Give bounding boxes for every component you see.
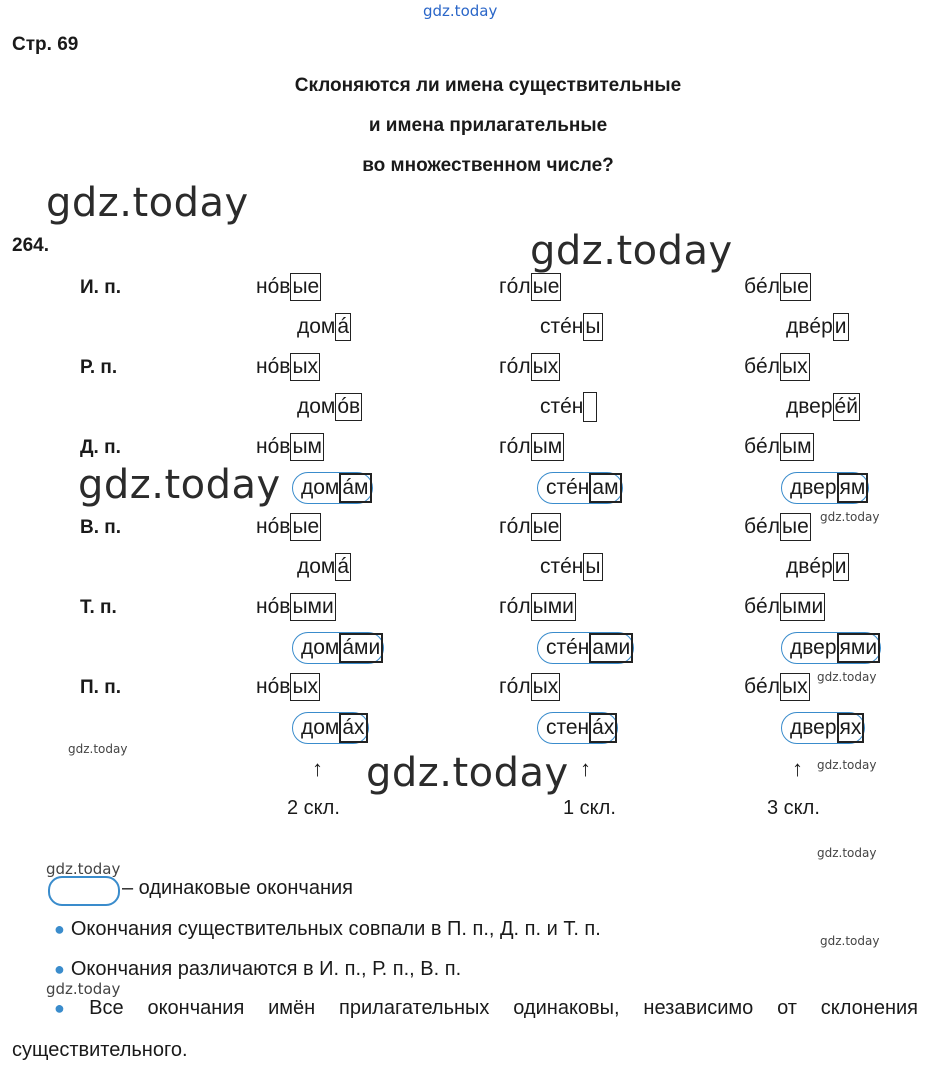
ending-box: ых <box>290 673 320 701</box>
noun-form: стéны <box>540 312 603 342</box>
ending-box: ым <box>780 433 814 461</box>
adjective-form: нóвым <box>256 432 324 462</box>
ending-box: ями <box>837 633 881 663</box>
adjective-form: бéлым <box>744 432 814 462</box>
noun-form: домá <box>297 312 351 342</box>
ending-box: ые <box>780 513 811 541</box>
ending-box: ы <box>583 553 602 581</box>
ending-box: ые <box>531 513 562 541</box>
watermark-large: gdz.today <box>530 228 733 274</box>
page-title-line-1: Склоняются ли имена существительные <box>294 75 682 96</box>
ending-box: ям <box>837 473 869 503</box>
noun-form: стéны <box>540 552 603 582</box>
ending-box: áм <box>339 473 371 503</box>
legend-oval-icon <box>48 876 120 906</box>
ending-box: óв <box>335 393 362 421</box>
bullet-icon: ● <box>54 959 65 979</box>
declension-label: 2 скл. <box>287 797 340 819</box>
watermark-large: gdz.today <box>78 462 281 508</box>
watermark-small: gdz.today <box>820 510 880 524</box>
ending-box: ами <box>589 633 633 663</box>
ending-box: áми <box>339 633 383 663</box>
page-title-line-2: и имена прилагательные <box>368 115 608 136</box>
ending-box: ыми <box>531 593 576 621</box>
noun-form-matching: дом áх <box>292 712 369 744</box>
watermark-small: gdz.today <box>820 934 880 948</box>
ending-box: ые <box>290 273 321 301</box>
bullet-item-final-continuation: существительного. <box>12 1039 188 1061</box>
watermark-small: gdz.today <box>46 860 121 878</box>
case-label-dative: Д. п. <box>80 437 121 458</box>
ending-box: ыми <box>290 593 335 621</box>
arrow-up-icon: ↑ <box>580 756 591 781</box>
watermark-large: gdz.today <box>366 750 569 796</box>
noun-form: дверéй <box>786 392 860 422</box>
watermark-top: gdz.today <box>423 2 498 20</box>
ending-box: ые <box>780 273 811 301</box>
adjective-form: гóлыми <box>499 592 576 622</box>
empty-ending-box <box>583 392 597 422</box>
watermark-small: gdz.today <box>817 670 877 684</box>
noun-form-matching: двер ями <box>781 632 881 664</box>
case-label-instrumental: Т. п. <box>80 597 117 618</box>
noun-form: домóв <box>297 392 362 422</box>
ending-box: éй <box>833 393 860 421</box>
case-label-nominative: И. п. <box>80 277 121 298</box>
adjective-form: бéлые <box>744 512 811 542</box>
arrow-up-icon: ↑ <box>792 756 803 781</box>
ending-box: ы <box>583 313 602 341</box>
ending-box: ам <box>589 473 621 503</box>
adjective-form: нóвые <box>256 512 321 542</box>
watermark-large: gdz.today <box>46 180 249 226</box>
ending-box: ым <box>290 433 324 461</box>
adjective-form: гóлые <box>499 512 561 542</box>
adjective-form: нóвыми <box>256 592 336 622</box>
bullet-item: ● Окончания существительных совпали в П. п., Д. п. и Т. п. <box>54 918 601 940</box>
noun-form-matching: двер ях <box>781 712 865 744</box>
ending-box: ыми <box>780 593 825 621</box>
declension-label: 3 скл. <box>767 797 820 819</box>
case-label-genitive: Р. п. <box>80 357 118 378</box>
adjective-form: гóлые <box>499 272 561 302</box>
ending-box: ые <box>531 273 562 301</box>
adjective-form: нóвых <box>256 672 320 702</box>
adjective-form: гóлых <box>499 352 560 382</box>
noun-form-matching: стен áх <box>537 712 618 744</box>
noun-form-matching: стéн ами <box>537 632 634 664</box>
ending-box: и <box>833 553 849 581</box>
case-label-accusative: В. п. <box>80 517 122 538</box>
noun-form-matching: двер ям <box>781 472 869 504</box>
noun-form: двéри <box>786 312 849 342</box>
noun-form-matching: стéн ам <box>537 472 623 504</box>
ending-box: и <box>833 313 849 341</box>
ending-box: áх <box>589 713 617 743</box>
ending-box: ые <box>290 513 321 541</box>
noun-form-matching: дом áм <box>292 472 373 504</box>
adjective-form: бéлых <box>744 672 810 702</box>
ending-box: áх <box>339 713 367 743</box>
adjective-form: нóвых <box>256 352 320 382</box>
watermark-small: gdz.today <box>46 980 121 998</box>
noun-form: стéн <box>540 392 597 422</box>
exercise-number: 264. <box>12 235 49 256</box>
page-number: Стр. 69 <box>12 34 79 55</box>
case-label-prepositional: П. п. <box>80 677 121 698</box>
ending-box: ых <box>780 353 810 381</box>
ending-box: ых <box>290 353 320 381</box>
bullet-icon: ● <box>54 998 84 1018</box>
adjective-form: гóлым <box>499 432 564 462</box>
adjective-form: гóлых <box>499 672 560 702</box>
noun-form: двéри <box>786 552 849 582</box>
ending-box: á <box>335 313 351 341</box>
ending-box: ых <box>531 353 561 381</box>
watermark-small: gdz.today <box>817 758 877 772</box>
arrow-up-icon: ↑ <box>312 756 323 781</box>
ending-box: ых <box>531 673 561 701</box>
bullet-item-final: ● Все окончания имён прилагательных одинаковы, независимо от склонения <box>54 997 918 1019</box>
watermark-small: gdz.today <box>68 742 128 756</box>
watermark-small: gdz.today <box>817 846 877 860</box>
noun-form-matching: дом áми <box>292 632 384 664</box>
declension-label: 1 скл. <box>563 797 616 819</box>
bullet-item: ● Окончания различаются в И. п., Р. п., В. п. <box>54 958 462 980</box>
ending-box: ым <box>531 433 565 461</box>
adjective-form: бéлых <box>744 352 810 382</box>
legend-text: – одинаковые окончания <box>122 877 354 899</box>
adjective-form: бéлые <box>744 272 811 302</box>
ending-box: ях <box>837 713 865 743</box>
bullet-icon: ● <box>54 919 65 939</box>
noun-form: домá <box>297 552 351 582</box>
ending-box: á <box>335 553 351 581</box>
adjective-form: нóвые <box>256 272 321 302</box>
adjective-form: бéлыми <box>744 592 825 622</box>
ending-box: ых <box>780 673 810 701</box>
page-title-line-3: во множественном числе? <box>362 155 614 176</box>
